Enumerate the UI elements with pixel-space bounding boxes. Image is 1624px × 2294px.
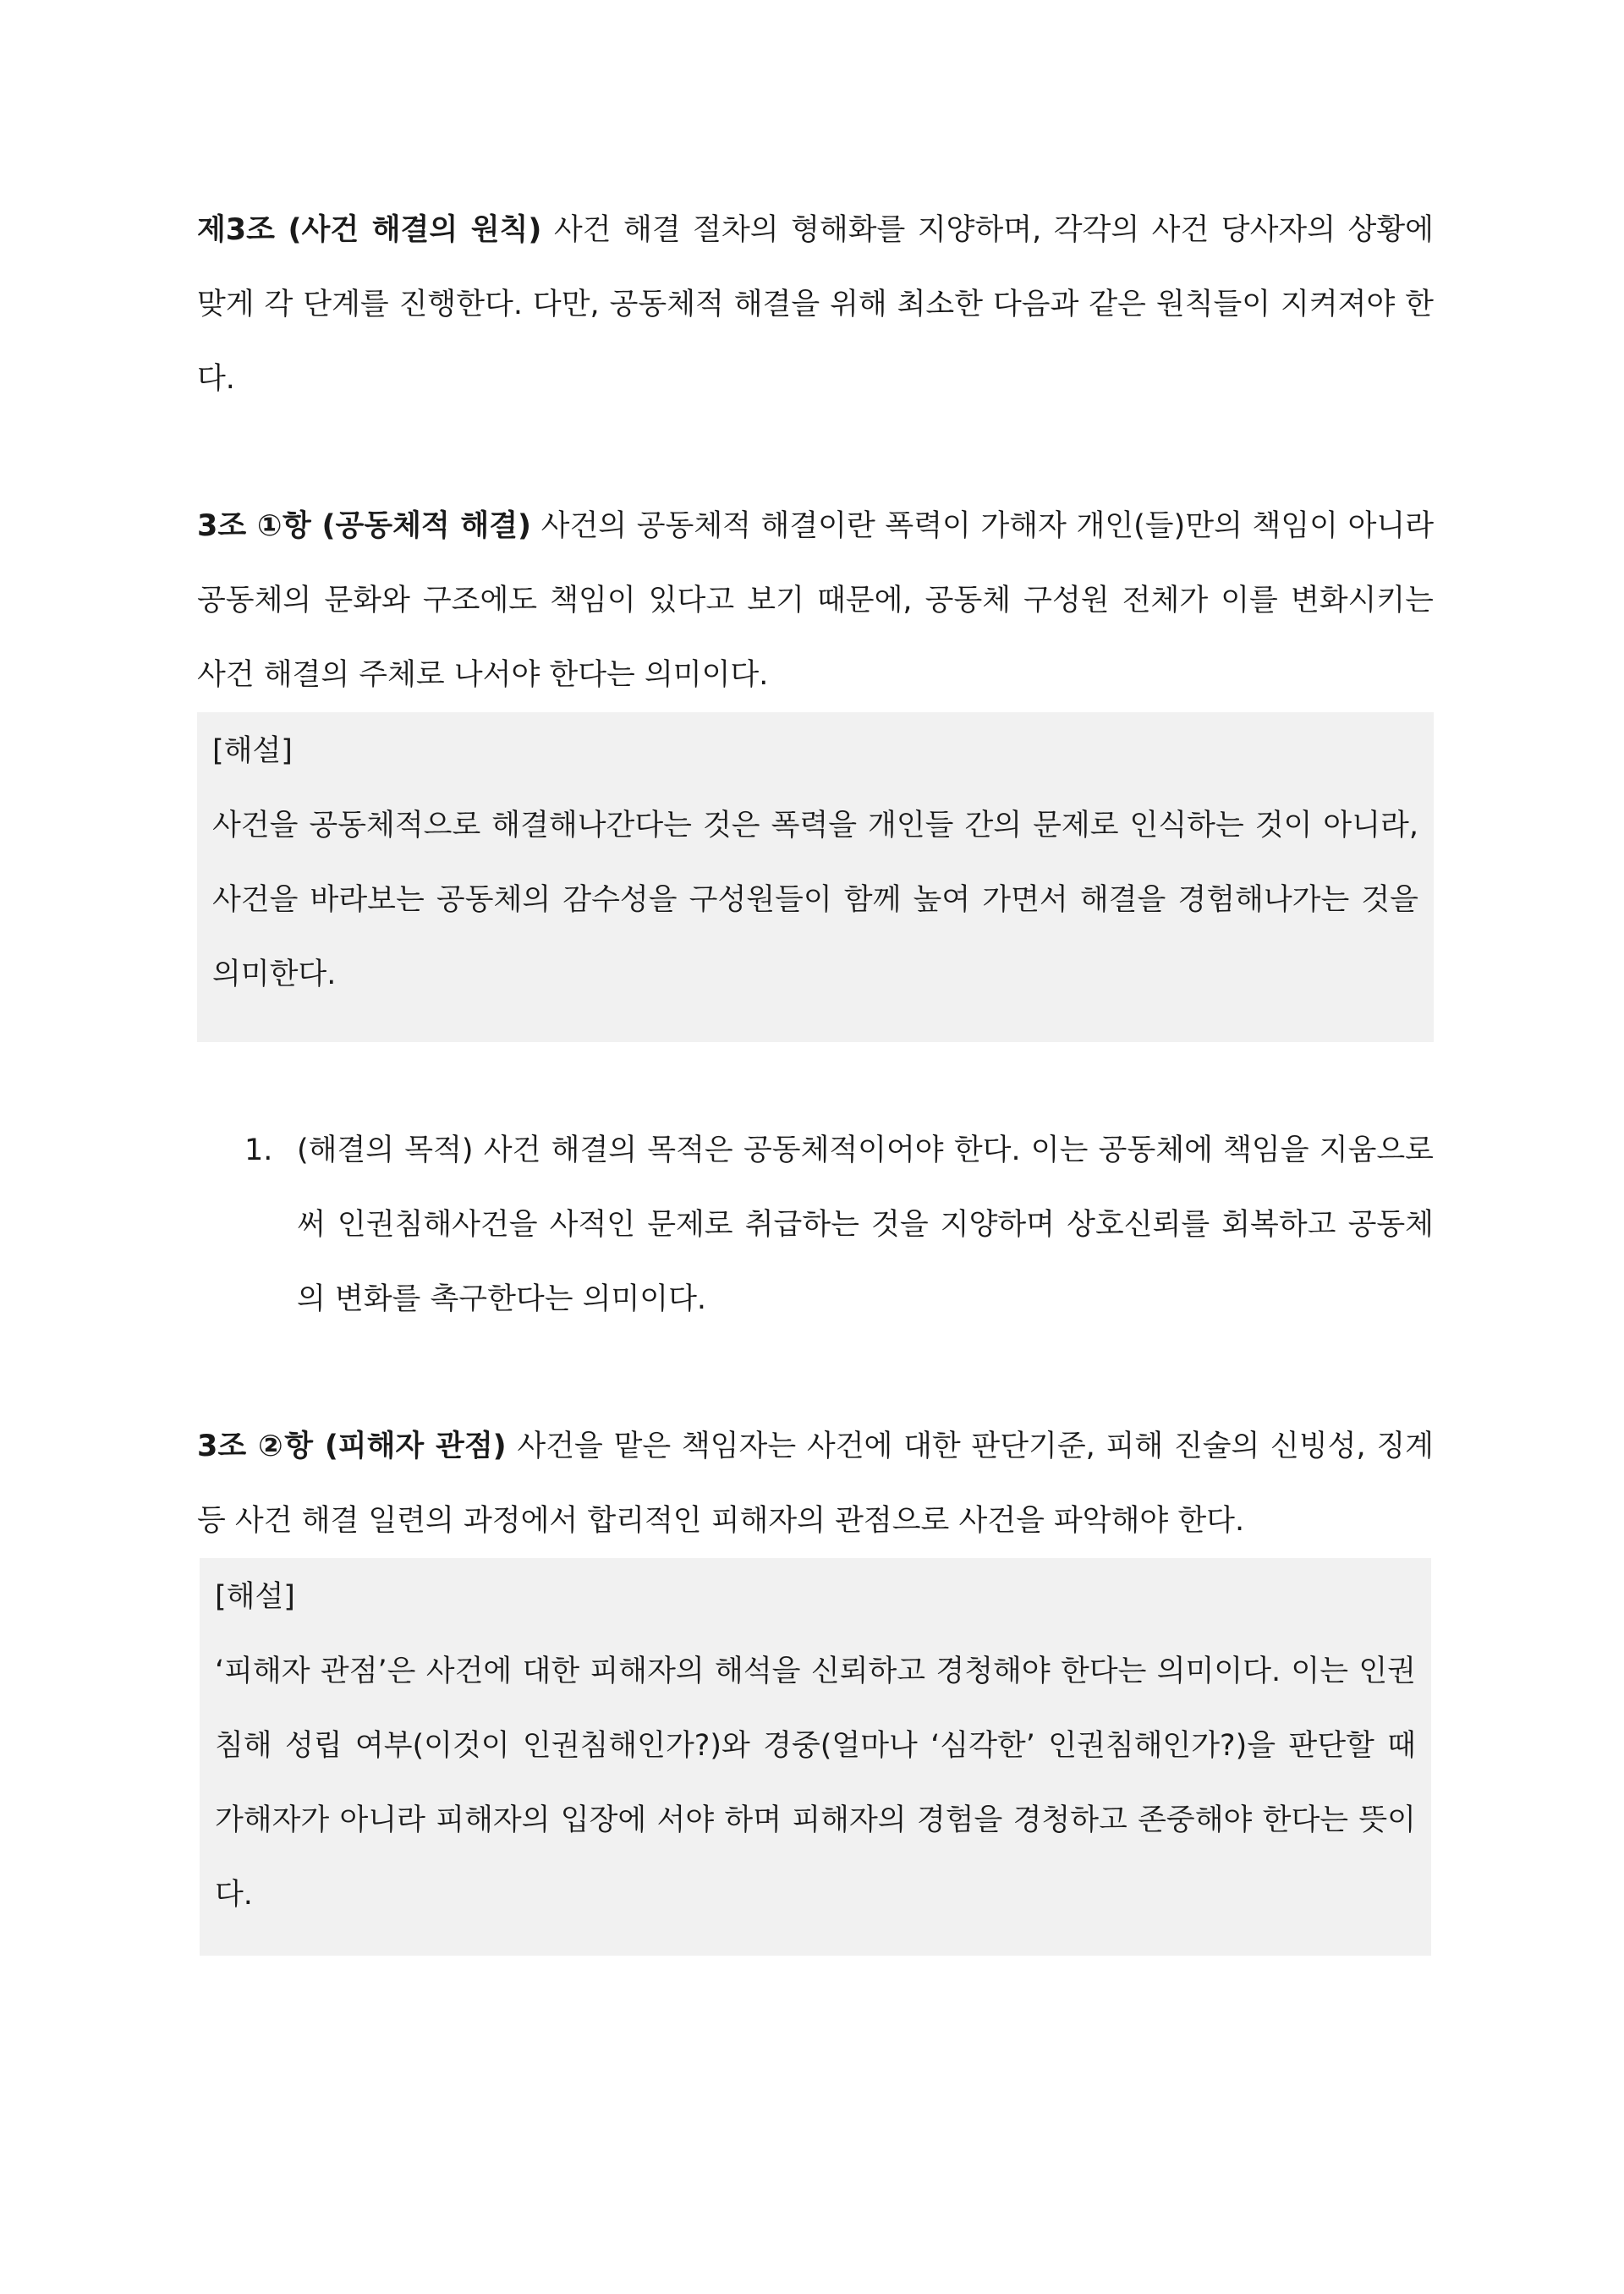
article-3-paragraph bbox=[197, 193, 1434, 416]
clause-1-commentary-label: [해설] bbox=[212, 734, 293, 768]
clause-2-commentary-label: [해설] bbox=[215, 1580, 295, 1614]
article-3-text: 사건 해결 절차의 형해화를 지양하며, 각각의 사건 당사자의 상황에 맞게 각 단계를 진행한다. 다만, 공동체적 해결을 위해 최소한 다음과 같은 원칙들이 지켜져야 한다. bbox=[197, 213, 1434, 396]
list-item bbox=[244, 1113, 1434, 1336]
clause-2-text: 사건을 맡은 책임자는 사건에 대한 판단기준, 피해 진술의 신빙성, 징계 등 사건 해결 일련의 과정에서 합리적인 피해자의 관점으로 사건을 파악해야 한다. bbox=[197, 1430, 1434, 1538]
clause-1-text: 사건의 공동체적 해결이란 폭력이 가해자 개인(들)만의 책임이 아니라 공동체의 문화와 구조에도 책임이 있다고 보기 때문에, 공동체 구성원 전체가 이를 변화시키는 사건 해결의 주체로 나서야 한다는 의미이다. bbox=[197, 509, 1435, 692]
list-item-text: (해결의 목적) 사건 해결의 목적은 공동체적이어야 한다. 이는 공동체에 책임을 지움으로써 인권침해사건을 사적인 문제로 취급하는 것을 지양하며 상호신뢰를 회복하고 공동체의 변화를 촉구한다는 의미이다. bbox=[297, 1133, 1434, 1316]
clause-1-paragraph bbox=[197, 489, 1434, 712]
list-item-number: 1. bbox=[244, 1133, 273, 1167]
clause-1-commentary-text: 사건을 공동체적으로 해결해나간다는 것은 폭력을 개인들 간의 문제로 인식하는 것이 아니라, 사건을 바라보는 공동체의 감수성을 구성원들이 함께 높여 가면서 해결을 경험해나가는 것을 의미한다. bbox=[212, 809, 1418, 991]
clause-2-paragraph bbox=[197, 1409, 1434, 1558]
clause-1-commentary-box bbox=[197, 712, 1434, 1042]
clause-2-heading: 3조 ②항 (피해자 관점) bbox=[197, 1430, 507, 1463]
clause-1-heading: 3조 ①항 (공동체적 해결) bbox=[197, 509, 532, 543]
article-3-heading: 제3조 (사건 해결의 원칙) bbox=[197, 213, 542, 247]
clause-2-commentary-box bbox=[200, 1558, 1431, 1956]
clause-2-commentary-text: ‘피해자 관점’은 사건에 대한 피해자의 해석을 신뢰하고 경청해야 한다는 의미이다. 이는 인권침해 성립 여부(이것이 인권침해인가?)와 경중(얼마나 ‘심각한’ 인권침해인가?)을 판단할 때 가해자가 아니라 피해자의 입장에 서야 하며 피해자의 경험을 경청하고 존중해야 한다는 뜻이다. bbox=[215, 1655, 1416, 1912]
